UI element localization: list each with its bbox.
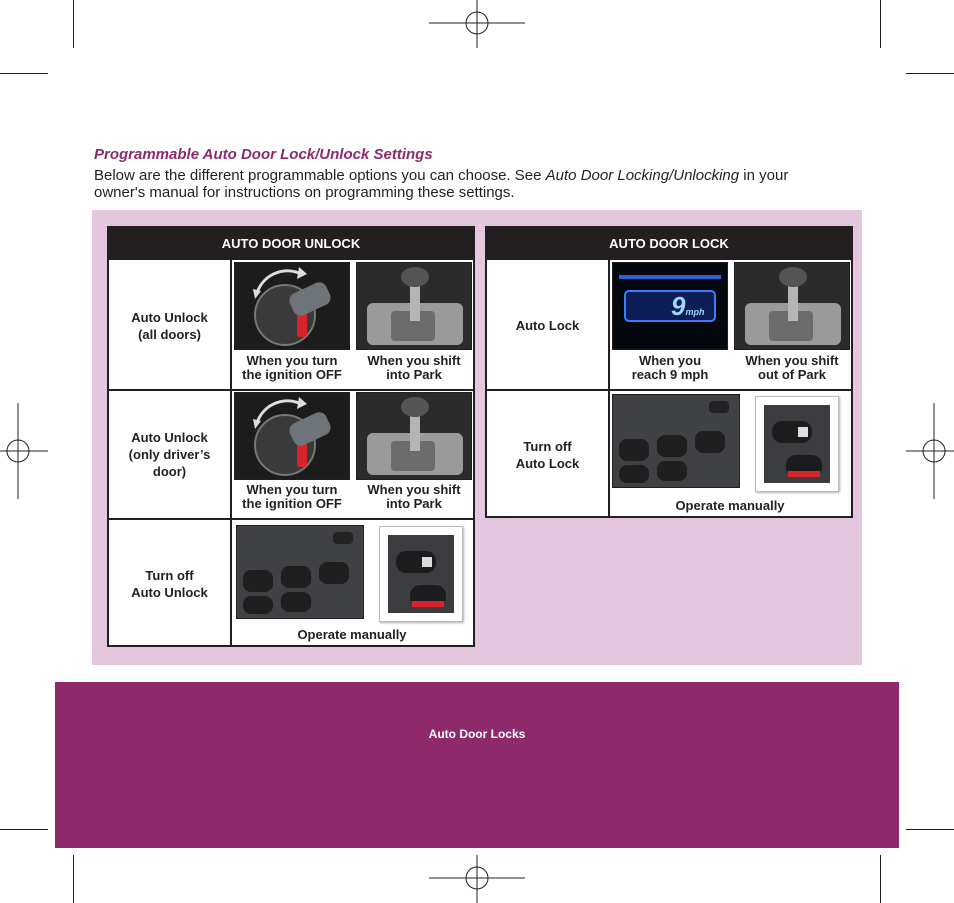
speed-unit: mph xyxy=(685,307,705,317)
door-switch-panel-photo xyxy=(236,525,364,619)
row-label: Turn off Auto Lock xyxy=(515,438,580,471)
row-label: Auto Lock xyxy=(515,318,580,333)
crop-mark xyxy=(880,0,881,48)
speedometer-display-photo xyxy=(612,262,728,350)
crop-mark xyxy=(906,73,954,74)
registration-mark-icon xyxy=(429,855,525,903)
gear-shifter-photo xyxy=(356,262,472,350)
gear-shifter-photo xyxy=(356,392,472,480)
table-header: AUTO DOOR LOCK xyxy=(487,228,851,260)
photo-caption: Operate manually xyxy=(297,627,407,642)
photo-caption: Operate manually xyxy=(675,498,785,513)
manual-reference: Auto Door Locking/Unlocking xyxy=(545,167,740,184)
crop-mark xyxy=(906,829,954,830)
lock-switch-closeup xyxy=(379,526,463,622)
row-label: Auto Unlock (all doors) xyxy=(131,309,208,342)
registration-mark-icon xyxy=(429,0,525,48)
photo-caption: When you turn the ignition OFF xyxy=(242,353,342,382)
row-label: Turn off Auto Unlock xyxy=(131,567,208,600)
footer-label: Auto Door Locks xyxy=(428,727,526,741)
crop-mark xyxy=(73,0,74,48)
crop-mark xyxy=(73,855,74,903)
crop-mark xyxy=(880,855,881,903)
photo-caption: When you turn the ignition OFF xyxy=(242,482,342,511)
crop-mark xyxy=(0,73,48,74)
intro-text: Below are the different programmable options you can choose. See Auto Door Locking/Unlocking in your owner's manual for instructions on programming these settings. xyxy=(94,167,789,201)
auto-lock-table xyxy=(485,226,853,518)
registration-mark-icon xyxy=(906,403,954,499)
auto-unlock-table xyxy=(107,226,475,647)
gear-shifter-photo xyxy=(734,262,850,350)
row-label: Auto Unlock (only driver’s door) xyxy=(128,430,211,479)
door-switch-panel-photo xyxy=(612,394,740,488)
crop-mark xyxy=(0,829,48,830)
footer-band xyxy=(55,682,899,848)
photo-caption: When you shift into Park xyxy=(367,482,461,511)
page-title: Programmable Auto Door Lock/Unlock Settings xyxy=(94,146,433,163)
speed-value: 9 xyxy=(671,291,686,321)
photo-caption: When you shift out of Park xyxy=(745,353,839,382)
photo-caption: When you shift into Park xyxy=(367,353,461,382)
lock-switch-closeup xyxy=(755,396,839,492)
ignition-switch-photo xyxy=(234,262,350,350)
table-header: AUTO DOOR UNLOCK xyxy=(109,228,473,260)
registration-mark-icon xyxy=(0,403,48,499)
settings-panel xyxy=(92,210,862,665)
photo-caption: When you reach 9 mph xyxy=(631,353,709,382)
ignition-switch-photo xyxy=(234,392,350,480)
